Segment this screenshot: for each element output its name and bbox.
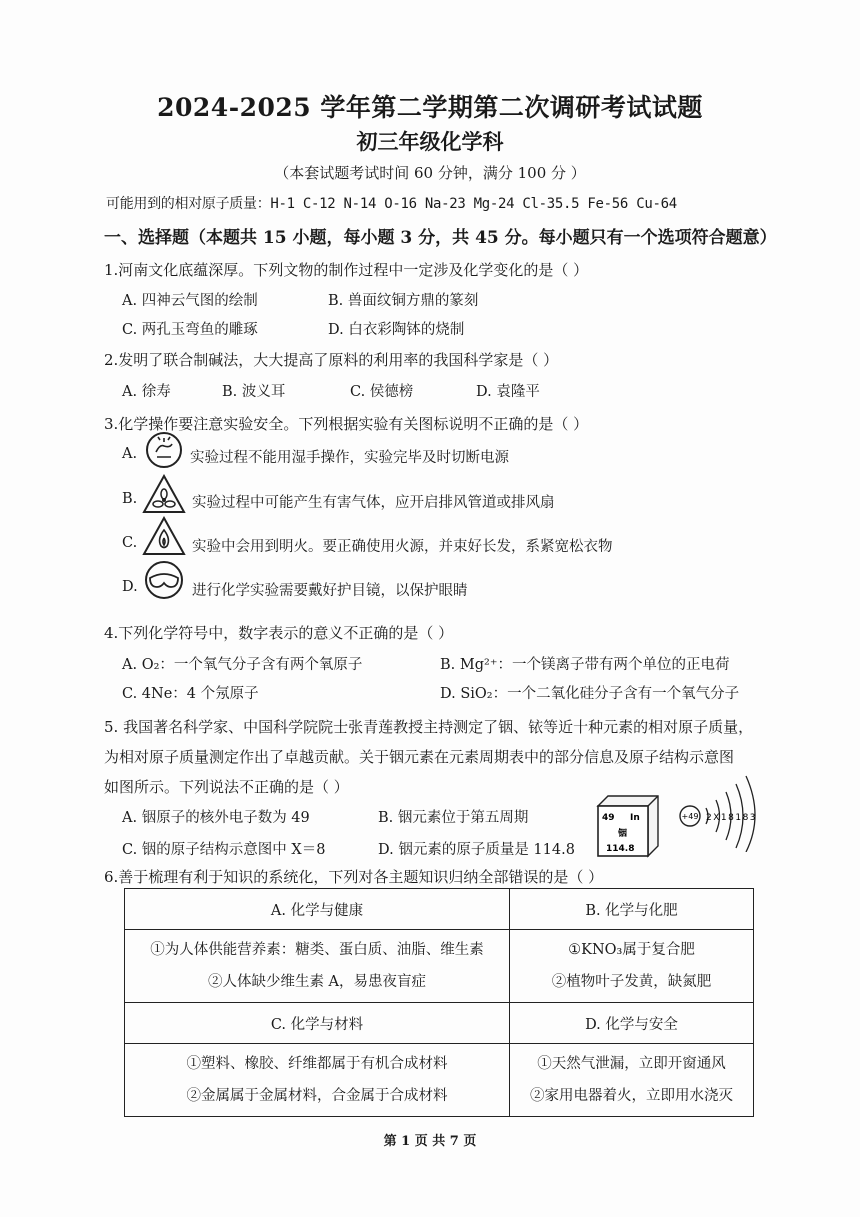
wet-hands-prohibited-icon [142, 430, 186, 470]
section-heading: 一、选择题（本题共 15 小题，每小题 3 分，共 45 分。每小题只有一个选项符合题意） [104, 228, 777, 248]
q1-option-d: D. 白衣彩陶钵的烧制 [328, 322, 465, 338]
q6-b-line1: ①KNO₃属于复合肥 [568, 942, 695, 958]
q3-option-d-label: D. [122, 579, 138, 595]
q6-knowledge-table [124, 888, 754, 1117]
exam-title: 2024-2025 学年第二学期第二次调研考试试题 [157, 93, 703, 122]
q2-stem: 2.发明了联合制碱法，大大提高了原料的利用率的我国科学家是（ ） [104, 351, 559, 369]
element-name: 铟 [618, 829, 628, 839]
q6-cell-b-body [510, 930, 754, 1003]
q3-option-c-label: C. [122, 535, 138, 551]
q5-option-b: B. 铟元素位于第五周期 [378, 810, 529, 826]
q6-cell-a-head: A. 化学与健康 [125, 889, 510, 930]
q5-stem-line1: 5. 我国著名科学家、中国科学院院士张青莲教授主持测定了铟、铱等近十种元素的相对原子质量， [104, 718, 754, 736]
page-number: 第 1 页 共 7 页 [383, 1134, 477, 1149]
q3-option-a-text: 实验过程不能用湿手操作，实验完毕及时切断电源 [190, 450, 509, 466]
q5-stem-line2: 为相对原子质量测定作出了卓越贡献。关于铟元素在元素周期表中的部分信息及原子结构示意图 [104, 748, 735, 766]
q5-option-c: C. 铟的原子结构示意图中 X＝8 [122, 842, 326, 858]
q6-cell-b-head: B. 化学与化肥 [510, 889, 754, 930]
q4-option-c: C. 4Ne：4 个氖原子 [122, 686, 259, 702]
q1-option-c: C. 两孔玉弯鱼的雕琢 [122, 322, 258, 338]
q6-cell-d-body [510, 1044, 754, 1117]
q6-cell-a-body [125, 930, 510, 1003]
q2-option-b: B. 波义耳 [222, 384, 286, 400]
q5-option-d: D. 铟元素的原子质量是 114.8 [378, 842, 575, 858]
q5-stem-line3: 如图所示。下列说法不正确的是（ ） [104, 778, 349, 796]
exam-subtitle: 初三年级化学科 [356, 129, 504, 154]
open-flame-icon [142, 516, 186, 556]
q3-option-b-label: B. [122, 491, 138, 507]
indium-atom-structure-diagram [676, 772, 766, 852]
element-atomic-mass: 114.8 [606, 844, 635, 854]
ventilation-fan-icon [142, 474, 186, 514]
q5-option-a: A. 铟原子的核外电子数为 49 [122, 810, 310, 826]
indium-element-card [594, 792, 660, 858]
q2-option-c: C. 侯德榜 [350, 384, 414, 400]
q6-a-line1: ①为人体供能营养素：糖类、蛋白质、油脂、维生素 [150, 942, 484, 958]
q3-option-d-text: 进行化学实验需要戴好护目镜，以保护眼睛 [192, 583, 468, 599]
q4-stem: 4.下列化学符号中，数字表示的意义不正确的是（ ） [104, 624, 454, 642]
atomic-masses: 可能用到的相对原子质量：H-1 C-12 N-14 O-16 Na-23 Mg-24 Cl-35.5 Fe-56 Cu-64 [106, 196, 677, 212]
q4-option-d: D. SiO₂：一个二氧化硅分子含有一个氧气分子 [440, 686, 740, 702]
q6-cell-c-body [125, 1044, 510, 1117]
q1-stem: 1.河南文化底蕴深厚。下列文物的制作过程中一定涉及化学变化的是（ ） [104, 261, 589, 279]
atom-nucleus-charge: +49 [681, 812, 699, 821]
q6-d-line2: ②家用电器着火，立即用水浇灭 [530, 1088, 733, 1104]
q3-option-a-label: A. [122, 446, 138, 462]
safety-goggles-icon [142, 560, 186, 600]
q6-a-line2: ②人体缺少维生素 A，易患夜盲症 [207, 974, 427, 990]
q6-stem: 6.善于梳理有利于知识的系统化，下列对各主题知识归纳全部错误的是（ ） [104, 868, 604, 886]
element-symbol: In [630, 813, 640, 823]
q4-option-b: B. Mg²⁺：一个镁离子带有两个单位的正电荷 [440, 657, 730, 673]
element-atomic-number: 49 [602, 813, 615, 823]
q3-option-b-text: 实验过程中可能产生有害气体，应开启排风管道或排风扇 [192, 495, 555, 511]
q6-d-line1: ①天然气泄漏，立即开窗通风 [537, 1056, 726, 1072]
q6-cell-d-head: D. 化学与安全 [510, 1003, 754, 1044]
q1-option-a: A. 四神云气图的绘制 [122, 293, 258, 309]
q6-b-line2: ②植物叶子发黄，缺氮肥 [551, 974, 712, 990]
q6-c-line1: ①塑料、橡胶、纤维都属于有机合成材料 [186, 1056, 448, 1072]
q2-option-d: D. 袁隆平 [476, 384, 540, 400]
q6-c-line2: ②金属属于金属材料，合金属于合成材料 [186, 1088, 448, 1104]
q3-stem: 3.化学操作要注意实验安全。下列根据实验有关图标说明不正确的是（ ） [104, 415, 589, 433]
q4-option-a: A. O₂：一个氧气分子含有两个氧原子 [122, 657, 363, 673]
q3-option-c-text: 实验中会用到明火。要正确使用火源，并束好长发，系紧宽松衣物 [192, 539, 613, 555]
q2-option-a: A. 徐寿 [122, 384, 171, 400]
atom-electron-shells: 2X18183 [706, 813, 758, 823]
exam-note: （本套试题考试时间 60 分钟，满分 100 分 ） [274, 164, 586, 182]
q1-option-b: B. 兽面纹铜方鼎的篆刻 [328, 293, 479, 309]
q6-cell-c-head: C. 化学与材料 [125, 1003, 510, 1044]
